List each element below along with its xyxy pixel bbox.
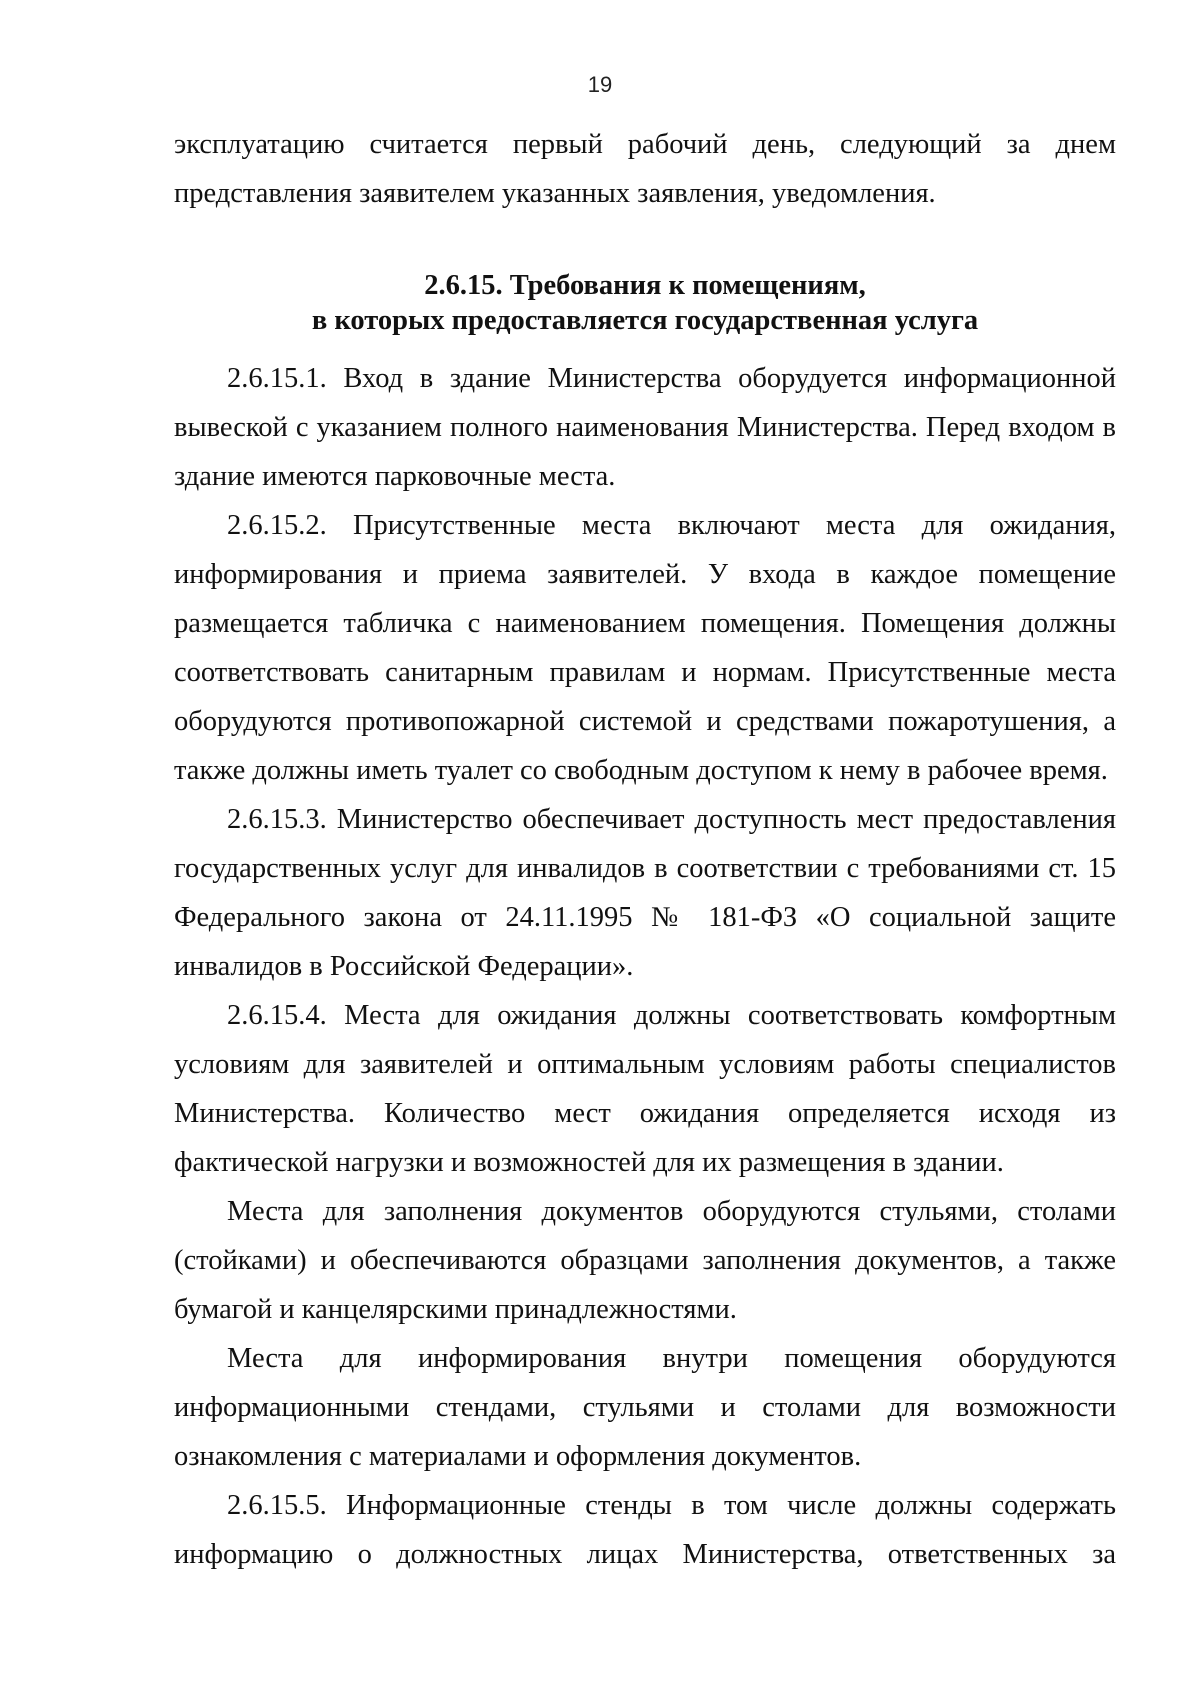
paragraph-2-6-15-5 [174,1481,1116,1579]
text-line: (стойками) и обеспечиваются образцами заполнения документов, а также [174,1245,1116,1276]
text-line: Места для заполнения документов оборудуются стульями, столами [227,1196,1116,1227]
text-line: информационными стендами, стульями и столами для возможности [174,1392,1116,1423]
heading-line: в которых предоставляется государственная услуга [311,305,979,336]
heading-line: 2.6.15. Требования к помещениям, [424,270,866,301]
text-line: условиям для заявителей и оптимальным условиям работы специалистов [174,1049,1116,1080]
text-line: вывеской с указанием полного наименования Министерства. Перед входом в [174,412,1116,443]
text-line: информацию о должностных лицах Министерства, ответственных за [174,1539,1116,1570]
text-line: Федерального закона от 24.11.1995 № 181-ФЗ «О социальной защите [174,902,1116,933]
paragraph-information-places [174,1334,1116,1481]
text-line: 2.6.15.3. Министерство обеспечивает доступность мест предоставления [227,804,1116,835]
text-line: 2.6.15.4. Места для ожидания должны соответствовать комфортным [227,1000,1116,1031]
section-heading [174,268,1116,338]
intro-paragraph [174,120,1116,218]
paragraph-2-6-15-2 [174,501,1116,795]
text-line: Места для информирования внутри помещения оборудуются [227,1343,1116,1374]
paragraph-2-6-15-3 [174,795,1116,991]
text-line: размещается табличка с наименованием помещения. Помещения должны [174,608,1116,639]
text-line: оборудуются противопожарной системой и средствами пожаротушения, а [174,706,1116,737]
text-line: бумагой и канцелярскими принадлежностями. [174,1294,737,1325]
paragraph-2-6-15-1 [174,354,1116,501]
text-line: фактической нагрузки и возможностей для их размещения в здании. [174,1147,1004,1178]
text-line: информирования и приема заявителей. У входа в каждое помещение [174,559,1116,590]
text-line: 2.6.15.2. Присутственные места включают места для ожидания, [227,510,1116,541]
text-line: государственных услуг для инвалидов в соответствии с требованиями ст. 15 [174,853,1116,884]
text-line: здание имеются парковочные места. [174,461,616,492]
text-line: Министерства. Количество мест ожидания определяется исходя из [174,1098,1116,1129]
text-line: представления заявителем указанных заявления, уведомления. [174,178,936,209]
paragraph-2-6-15-4 [174,991,1116,1187]
text-line: также должны иметь туалет со свободным доступом к нему в рабочее время. [174,755,1108,786]
text-line: 2.6.15.1. Вход в здание Министерства оборудуется информационной [227,363,1116,394]
text-line: 2.6.15.5. Информационные стенды в том числе должны содержать [227,1490,1116,1521]
text-line: инвалидов в Российской Федерации». [174,951,634,982]
paragraph-document-filling-places [174,1187,1116,1334]
text-line: эксплуатацию считается первый рабочий день, следующий за днем [174,129,1116,160]
text-line: соответствовать санитарным правилам и нормам. Присутственные места [174,657,1116,688]
text-line: ознакомления с материалами и оформления документов. [174,1441,862,1472]
document-body [174,120,1116,1579]
page-number: 19 [587,72,613,97]
